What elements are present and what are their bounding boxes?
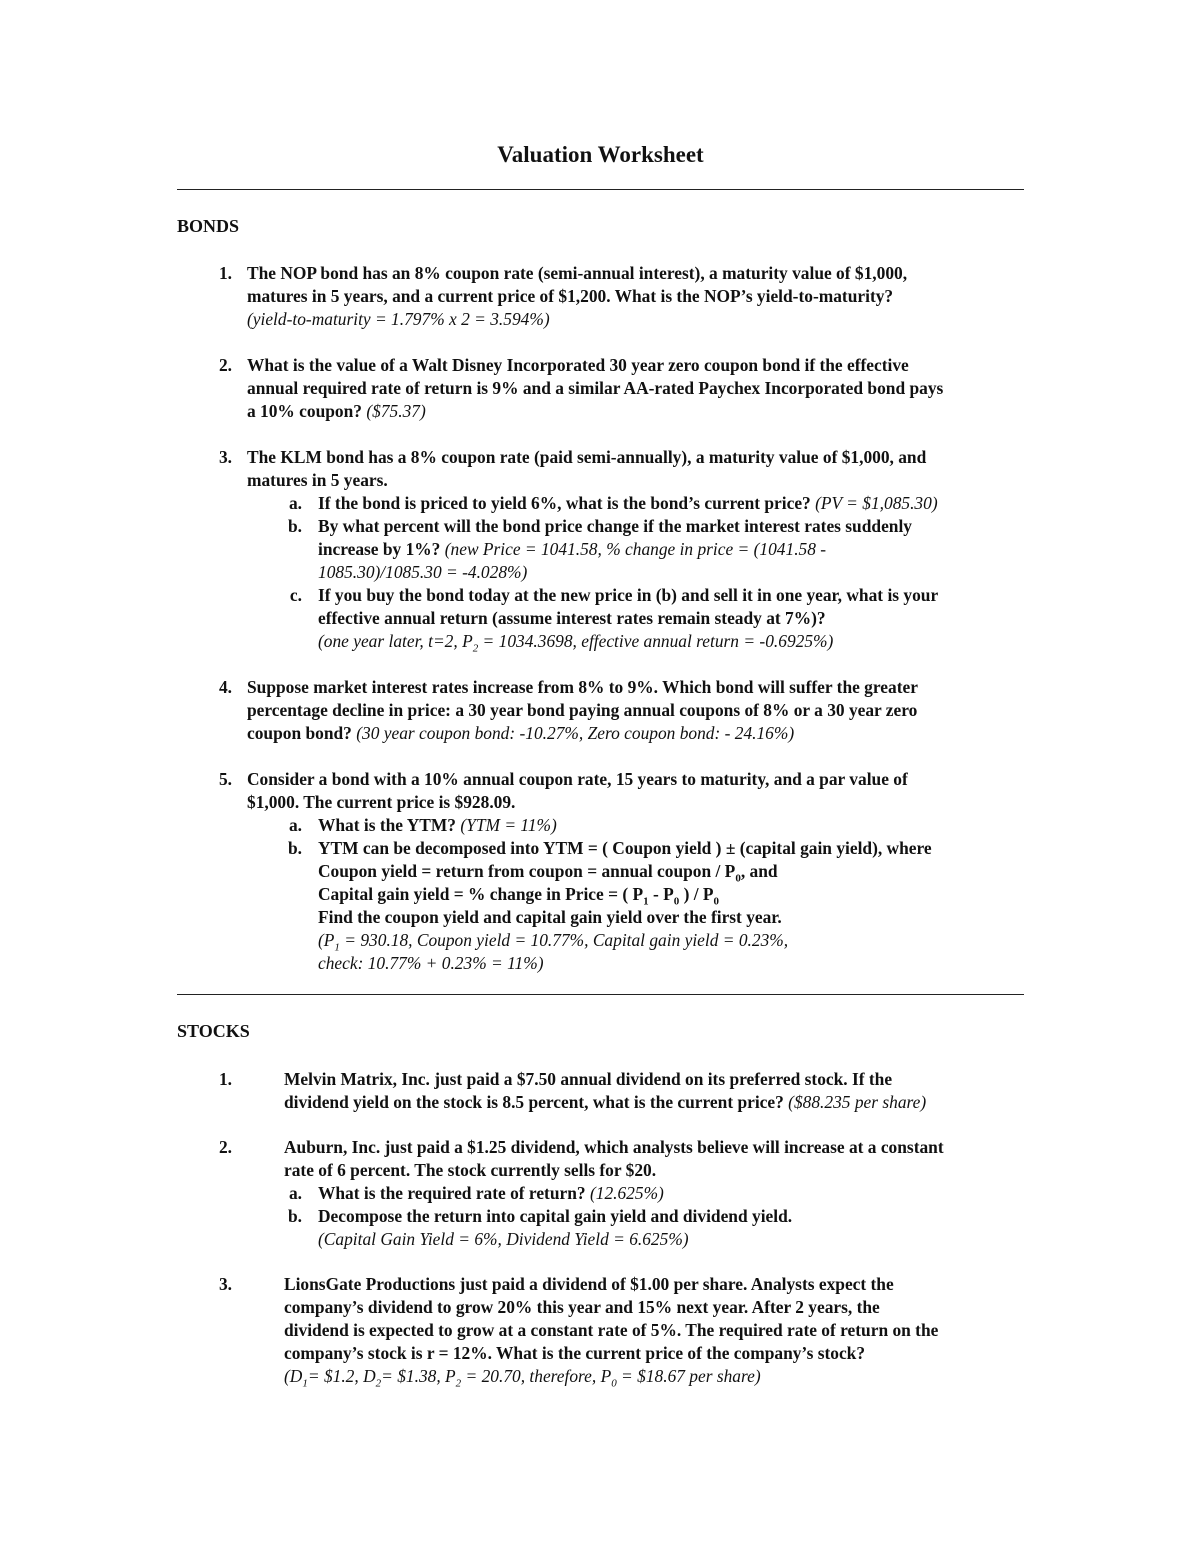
bond-q5b-line3-c: ) / P [679, 884, 714, 904]
bond-q5b-line3-sub2: 0 [673, 895, 680, 908]
bond-q3 [247, 446, 926, 492]
bond-q5b-line3-a: Capital gain yield = % change in Price = ( P [318, 884, 644, 904]
bond-q4 [247, 676, 918, 745]
bond-q2-answer: ($75.37) [366, 401, 426, 421]
bond-q5b-line4: Find the coupon yield and capital gain yield over the first year. [318, 907, 782, 927]
stock-q2 [284, 1136, 944, 1182]
bonds-heading: BONDS [177, 216, 240, 236]
stock-q2-line1: Auburn, Inc. just paid a $1.25 dividend, which analysts believe will increase at a constant [284, 1137, 944, 1157]
stock-q3-line4: company’s stock is r = 12%. What is the current price of the company’s stock? [284, 1343, 866, 1363]
stock-q1 [284, 1068, 926, 1114]
stock-q2-line2: rate of 6 percent. The stock currently sells for $20. [284, 1160, 657, 1180]
stock-q3-answer-c: = $1.38, P [381, 1366, 456, 1386]
stock-q3-answer-b: = $1.2, D [307, 1366, 376, 1386]
stock-q1-line1: Melvin Matrix, Inc. just paid a $7.50 annual dividend on its preferred stock. If the [284, 1069, 893, 1089]
bond-q2-line2: annual required rate of return is 9% and a similar AA-rated Paychex Incorporated bond pays [247, 378, 944, 398]
bond-q3c-line2: effective annual return (assume interest rates remain steady at 7%)? [318, 608, 826, 628]
divider-middle [177, 994, 1024, 995]
bond-q5-line2: $1,000. The current price is $928.09. [247, 792, 516, 812]
stock-q2b-answer: (Capital Gain Yield = 6%, Dividend Yield = 6.625%) [318, 1229, 689, 1249]
bond-q5-number: 5. [218, 769, 232, 789]
bond-q5b-answer2: check: 10.77% + 0.23% = 11%) [318, 953, 544, 973]
stock-q3-number: 3. [218, 1274, 232, 1294]
bond-q1-answer: (yield-to-maturity = 1.797% x 2 = 3.594%) [247, 309, 550, 329]
bond-q4-answer: (30 year coupon bond: -10.27%, Zero coupon bond: - 24.16%) [356, 723, 795, 743]
stock-q2b [318, 1205, 792, 1251]
bond-q3c-answer-b: = 1034.3698, effective annual return = -0.6925%) [478, 631, 834, 651]
stocks-heading: STOCKS [177, 1021, 250, 1041]
stock-q3-line2: company’s dividend to grow 20% this year and 15% next year. After 2 years, the [284, 1297, 880, 1317]
stock-q3-line3: dividend is expected to grow at a constant rate of 5%. The required rate of return on the [284, 1320, 939, 1340]
bond-q3b-line1: By what percent will the bond price change if the market interest rates suddenly [318, 516, 912, 536]
bond-q3b-answer2: 1085.30)/1085.30 = -4.028%) [318, 562, 528, 582]
bond-q1-number: 1. [218, 263, 232, 283]
bond-q5 [247, 768, 908, 814]
bond-q3b-line2: increase by 1%? [318, 539, 441, 559]
bond-q3c-line1: If you buy the bond today at the new price in (b) and sell it in one year, what is your [318, 585, 939, 605]
bond-q5b-answer1 [318, 929, 932, 952]
bond-q3a-text: If the bond is priced to yield 6%, what is the bond’s current price? [318, 493, 811, 513]
stock-q3-answer-d: = 20.70, therefore, P [461, 1366, 612, 1386]
divider-top [177, 189, 1024, 190]
bond-q5b-label: b. [287, 838, 302, 858]
stock-q2a-answer: (12.625%) [589, 1183, 664, 1203]
bond-q2-line3: a 10% coupon? [247, 401, 362, 421]
stock-q3-answer-sub2: 2 [375, 1377, 382, 1390]
bond-q5b-line3-sub1: 1 [643, 895, 649, 908]
bond-q5b-line3-sub3: 0 [713, 895, 720, 908]
bond-q2 [247, 354, 943, 423]
bond-q5-line1: Consider a bond with a 10% annual coupon rate, 15 years to maturity, and a par value of [247, 769, 908, 789]
bond-q3-line1: The KLM bond has a 8% coupon rate (paid semi-annually), a maturity value of $1,000, and [247, 447, 927, 467]
bond-q5b-answer1-b: = 930.18, Coupon yield = 10.77%, Capital gain yield = 0.23%, [339, 930, 789, 950]
bond-q5b-line3 [318, 883, 932, 906]
bond-q3c-answer-sub: 2 [472, 642, 479, 655]
stock-q3-line1: LionsGate Productions just paid a dividend of $1.00 per share. Analysts expect the [284, 1274, 894, 1294]
bond-q1-line2: matures in 5 years, and a current price of $1,200. What is the NOP’s yield-to-maturity? [247, 286, 894, 306]
bond-q5a-label: a. [288, 815, 302, 835]
bond-q2-line1: What is the value of a Walt Disney Incorporated 30 year zero coupon bond if the effective [247, 355, 909, 375]
stock-q2a [318, 1182, 664, 1205]
bond-q4-line1: Suppose market interest rates increase from 8% to 9%. Which bond will suffer the greater [247, 677, 918, 697]
bond-q3c-label: c. [289, 585, 302, 605]
bond-q3c-answer [318, 630, 938, 653]
stock-q3 [284, 1273, 938, 1388]
stock-q1-number: 1. [218, 1069, 232, 1089]
stock-q2b-line1: Decompose the return into capital gain yield and dividend yield. [318, 1206, 793, 1226]
stock-q3-answer-sub4: 0 [611, 1377, 617, 1390]
bond-q3a-answer: (PV = $1,085.30) [815, 493, 938, 513]
bond-q5b-line1: YTM can be decomposed into YTM = ( Coupon yield ) ± (capital gain yield), where [318, 838, 932, 858]
bond-q5b-line3-b: - P [648, 884, 674, 904]
bond-q2-number: 2. [218, 355, 232, 375]
stock-q2-number: 2. [218, 1137, 232, 1157]
bond-q5a [318, 814, 557, 837]
bond-q5b-answer1-sub: 1 [334, 941, 340, 954]
stock-q3-answer [284, 1365, 938, 1388]
page-title: Valuation Worksheet [497, 142, 704, 167]
bond-q3a [318, 492, 938, 515]
stock-q3-answer-e: = $18.67 per share) [616, 1366, 761, 1386]
stock-q3-answer-a: (D [284, 1366, 303, 1386]
bond-q5b-line2-b: , and [740, 861, 778, 881]
stock-q2a-label: a. [288, 1183, 302, 1203]
bond-q3b [318, 515, 912, 584]
bond-q3b-label: b. [287, 516, 302, 536]
bond-q4-line2: percentage decline in price: a 30 year bond paying annual coupons of 8% or a 30 year zero [247, 700, 918, 720]
bond-q5b-answer1-a: (P [318, 930, 335, 950]
bond-q5a-text: What is the YTM? [318, 815, 456, 835]
bond-q3c-answer-a: (one year later, t=2, P [318, 631, 473, 651]
stock-q2b-label: b. [287, 1206, 302, 1226]
bond-q3-line2: matures in 5 years. [247, 470, 388, 490]
bond-q5b [318, 837, 932, 975]
stock-q3-answer-sub1: 1 [302, 1377, 308, 1390]
bond-q5b-line2-a: Coupon yield = return from coupon = annual coupon / P [318, 861, 736, 881]
stock-q2a-text: What is the required rate of return? [318, 1183, 586, 1203]
bond-q3c [318, 584, 938, 653]
bond-q5b-line2-sub: 0 [735, 872, 741, 885]
bond-q3-number: 3. [218, 447, 232, 467]
bond-q4-number: 4. [218, 677, 232, 697]
bond-q4-line3: coupon bond? [247, 723, 352, 743]
bond-q5a-answer: (YTM = 11%) [460, 815, 557, 835]
bond-q1 [247, 262, 907, 331]
bond-q5b-line2 [318, 860, 932, 883]
stock-q1-answer: ($88.235 per share) [788, 1092, 927, 1112]
bond-q1-line1: The NOP bond has an 8% coupon rate (semi-annual interest), a maturity value of $1,000, [247, 263, 908, 283]
bond-q3b-answer1: (new Price = 1041.58, % change in price = (1041.58 - [444, 539, 827, 559]
bond-q3a-label: a. [288, 493, 302, 513]
stock-q3-answer-sub3: 2 [455, 1377, 462, 1390]
stock-q1-line2: dividend yield on the stock is 8.5 percent, what is the current price? [284, 1092, 784, 1112]
